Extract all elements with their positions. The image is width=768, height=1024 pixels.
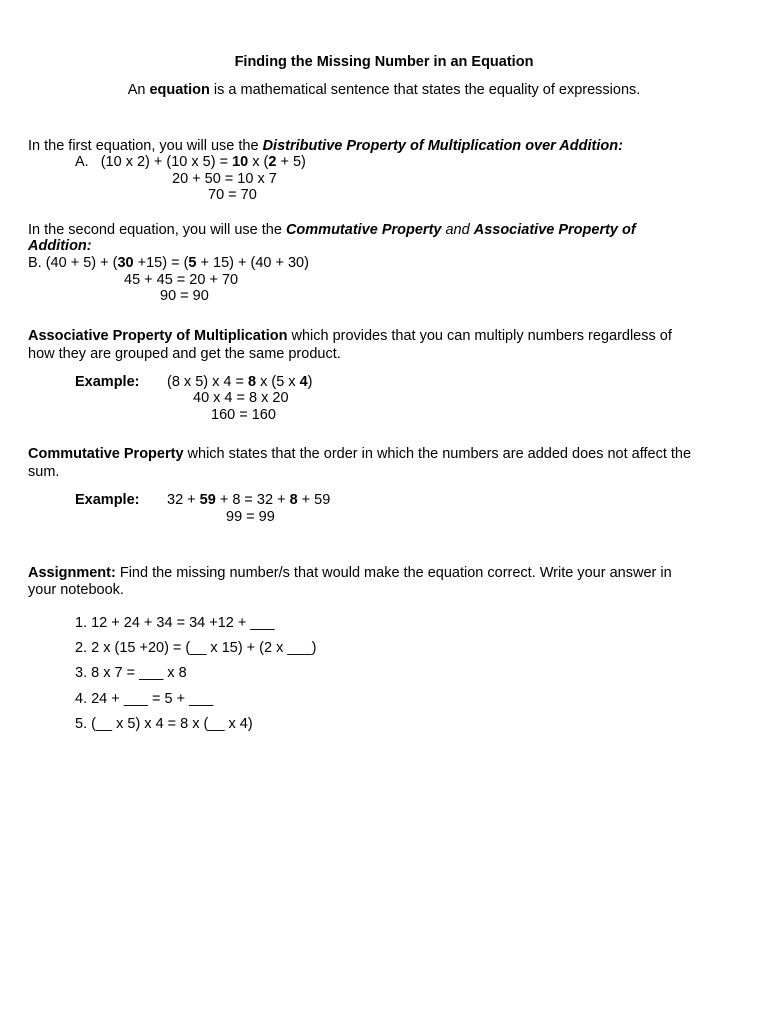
commutative-example-label: Example: — [75, 492, 140, 508]
equation-b-line1: B. (40 + 5) + (30 +15) = (5 + 15) + (40 + 30) — [28, 255, 309, 271]
equation-a-line1: A. (10 x 2) + (10 x 5) = 10 x (2 + 5) — [75, 154, 306, 170]
commutative-example-line2: 99 = 99 — [226, 509, 275, 525]
intro-text: An equation is a mathematical sentence that states the equality of expressions. — [127, 82, 641, 98]
assignment-item: 5. (__ x 5) x 4 = 8 x (__ x 4) — [75, 716, 253, 732]
assignment-item: 2. 2 x (15 +20) = (__ x 15) + (2 x ___) — [75, 640, 317, 656]
commutative-definition-cont: sum. — [28, 464, 60, 480]
second-equation-intro: In the second equation, you will use the Commutative Property and Associative Property of — [28, 222, 636, 238]
equation-a-line2: 20 + 50 = 10 x 7 — [172, 171, 277, 187]
equation-a-line3: 70 = 70 — [208, 187, 257, 203]
associative-example-line1: (8 x 5) x 4 = 8 x (5 x 4) — [167, 374, 313, 390]
second-equation-intro-cont: Addition: — [28, 238, 92, 254]
associative-definition-cont: how they are grouped and get the same product. — [28, 346, 341, 362]
assignment-item: 4. 24 + ___ = 5 + ___ — [75, 691, 214, 707]
commutative-example-line1: 32 + 59 + 8 = 32 + 8 + 59 — [167, 492, 331, 508]
assignment-instructions: Assignment: Find the missing number/s that would make the equation correct. Write your answer in — [28, 565, 672, 581]
commutative-definition: Commutative Property which states that the order in which the numbers are added does not affect the — [28, 446, 692, 462]
page-title: Finding the Missing Number in an Equation — [234, 54, 534, 70]
equation-b-line2: 45 + 45 = 20 + 70 — [124, 272, 239, 288]
assignment-item: 3. 8 x 7 = ___ x 8 — [75, 665, 187, 681]
associative-definition: Associative Property of Multiplication which provides that you can multiply numbers regardless of — [28, 328, 672, 344]
equation-b-line3: 90 = 90 — [160, 288, 209, 304]
assignment-item: 1. 12 + 24 + 34 = 34 +12 + ___ — [75, 615, 275, 631]
assignment-instructions-cont: your notebook. — [28, 582, 124, 598]
first-equation-intro: In the first equation, you will use the Distributive Property of Multiplication over Addition: — [28, 138, 623, 154]
associative-example-line3: 160 = 160 — [211, 407, 276, 423]
associative-example-label: Example: — [75, 374, 140, 390]
associative-example-line2: 40 x 4 = 8 x 20 — [193, 390, 289, 406]
